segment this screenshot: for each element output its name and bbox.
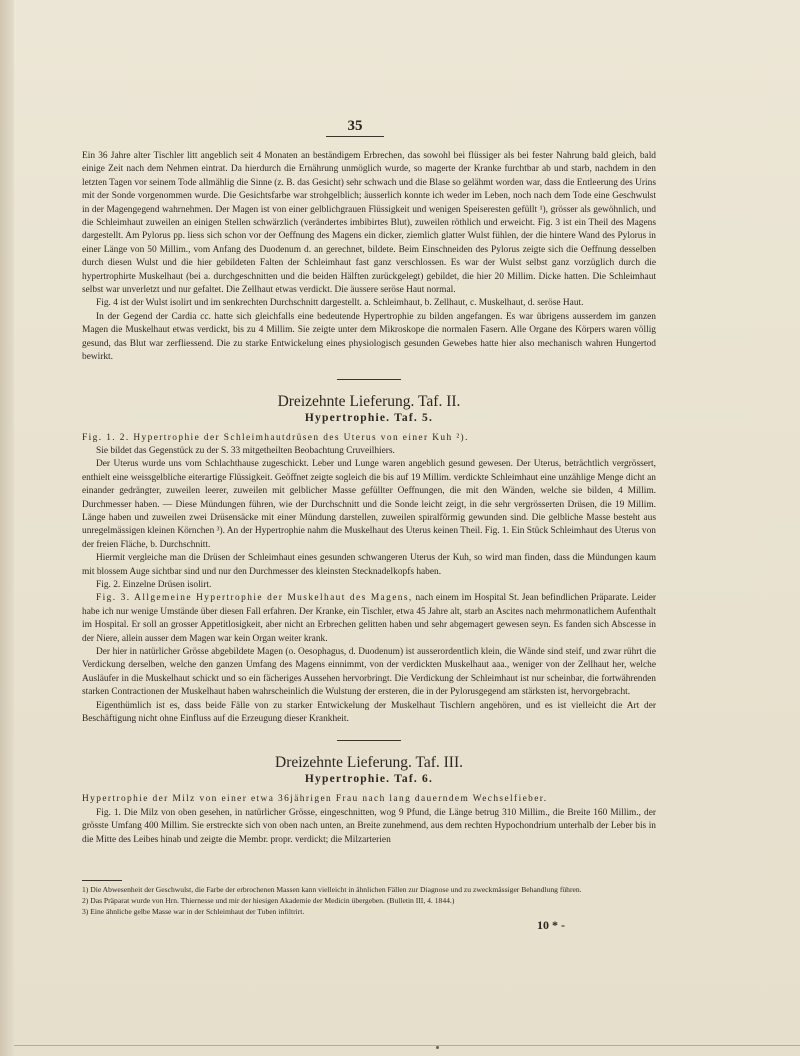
intro-paragraph-3: In der Gegend der Cardia cc. hatte sich gleichfalls eine bedeutende Hypertrophie zu bilden angefangen. Es war übrigens ausserdem im ganzen Magen die Muskelhaut etwas verdickt, bis zu 4 Millim. Sie zeigte unter dem Mikroskope die normalen Fasern. Alle Organe des Körpers waren völlig gesund, das Blut war zerfliessend. Die zu starke Entwickelung eines physiologisch gesunden Gewebes hatte hier also mechanisch wahren Hungertod bewirkt. — [82, 311, 656, 363]
footnotes — [82, 884, 656, 917]
section-heading-1: Dreizehnte Lieferung. Taf. II. — [277, 392, 461, 410]
section1-paragraph-1: Sie bildet das Gegenstück zu der S. 33 mitgetheilten Beobachtung Cruveilhiers. — [96, 445, 395, 456]
fig3-caption: Fig. 3. Allgemeine Hypertrophie der Muskelhaut des Magens, — [96, 593, 413, 604]
footnote-rule — [82, 880, 122, 881]
footnote-1: 1) Die Abwesenheit der Geschwulst, die Farbe der erbrochenen Massen kann vielleicht in ähnlichen Fällen zur Diagnose und zu zweckmässiger Behandlung führen. — [82, 885, 582, 894]
page-number: 35 — [347, 118, 363, 134]
section-subheading-2: Hypertrophie. Taf. 6. — [304, 773, 434, 786]
section1-paragraph-4: Fig. 2. Einzelne Drüsen isolirt. — [96, 579, 212, 590]
intro-paragraph-1: Ein 36 Jahre alter Tischler litt angeblich seit 4 Monaten an beständigem Erbrechen, das sowohl bei flüssiger als bei fester Nahrung bald gleich, bald einige Zeit nach dem Nehmen eintrat. Da hierdurch die Ernährung unmöglich wurde, so magerte der Kranke furchtbar ab und starb, nachdem in den letzten Tagen vor seinem Tode allmählig die Sinne (z. B. das Gesicht) sehr schwach und die Blase so gelähmt worden war, dass die Entleerung des Urins mit der Sonde vorgenommen wurde. Die Gesichtsfarbe war strohgelblich; äusserlich konnte ich weder im Leben, noch nach dem Tode eine Geschwulst in der Magengegend wahrnehmen. Der Magen ist von einer gelblichgrauen Flüssigkeit und wenigen Speiseresten gefüllt ¹), grösser als gewöhnlich, und die Schleimhaut zuweilen an einigen Stellen schwärzlich (verändertes imbibirtes Blut), zuweilen röthlich und erweicht. Fig. 3 ist ein Theil des Magens dargestellt. Am Pylorus pp. liess sich schon vor der Oeffnung des Magens ein dicker, ziemlich glatter Wulst fühlen, der die hintere Wand des Pylorus in einer Länge von 50 Millim., vom Anfang des Duodenum d. an gerechnet, bildete. Beim Einschneiden des Pylorus zeigte sich die Oeffnung desselben durch diesen Wulst und die hier gebildeten Falten der Schleimhaut fast ganz verschlossen. Es war der Wulst selbst ganz vorzüglich durch die hypertrophirte Muskelhaut (bei a. durchgeschnitten und die beiden Hälften zurückgelegt) gebildet, die hier 20 Millim. Dicke hatten. Die Schleimhaut selbst war unverletzt und nur gefaltet. Die Zellhaut etwas verdickt. Die äussere seröse Haut normal. — [82, 151, 656, 296]
section1-paragraph-7: Eigenthümlich ist es, dass beide Fälle von zu starker Entwickelung der Muskelhaut Tischlern angehören, und es ist vielleicht die Art der Beschäftigung nicht ohne Einfluss auf die Erzeugung dieser Krankheit. — [82, 700, 656, 725]
section1-paragraph-3: Hiermit vergleiche man die Drüsen der Schleimhaut eines gesunden schwangeren Uterus der Kuh, so wird man finden, dass die Mündungen kaum mit blossem Auge sichtbar sind und nur den Durchmesser des kleinsten Stecknadelkopfs haben. — [82, 553, 656, 577]
footnote-3: 3) Eine ähnliche gelbe Masse war in der Schleimhaut der Tuben infiltrirt. — [82, 907, 305, 916]
intro-paragraph-2: Fig. 4 ist der Wulst isolirt und im senkrechten Durchschnitt dargestellt. a. Schleimhaut, b. Zellhaut, c. Muskelhaut, d. seröse Haut. — [96, 298, 584, 309]
printer-signature: 10 * - — [537, 918, 565, 932]
section-divider — [337, 379, 401, 380]
fig-caption: Fig. 1. 2. Hypertrophie der Schleimhautdrüsen des Uterus von einer Kuh ²). — [82, 432, 469, 443]
section-heading-2: Dreizehnte Lieferung. Taf. III. — [275, 754, 463, 772]
scan-speck — [436, 1046, 439, 1049]
section1-paragraph-5 — [82, 592, 656, 646]
section2-paragraph: Fig. 1. Die Milz von oben gesehen, in natürlicher Grösse, eingeschnitten, wog 9 Pfund, die Länge betrug 310 Millim., die Breite 160 Millim., der grösste Umfang 400 Millim. Sie erstreckte sich von oben nach unten, an Breite zunehmend, aus dem rechten Hypochondrium unterhalb der Leber bis in die Mitte des Leibes hinab und zeigte die Membr. propr. verdickt; die Milzarterien — [82, 807, 656, 845]
section1-paragraph-6: Der hier in natürlicher Grösse abgebildete Magen (o. Oesophagus, d. Duodenum) ist ausserordentlich klein, die Wände sind steif, und zwar rührt die Verdickung derselben, welche den ganzen Umfang des Magens einnimmt, von der verdickten Muskelhaut aaa., weniger von der Zellhaut her, welche Ausläufer in die Muskelhaut schickt und so ein fächeriges Aussehen hervorbringt. Die Verdickung der Schleimhaut ist nur scheinbar, die fortwährenden starken Contractionen der Muskelhaut haben wahrscheinlich die Wulstung der ersteren, die in der Pylorusgegend am stärksten ist, hervorgebracht. — [82, 647, 656, 698]
footnote-2: 2) Das Präparat wurde von Hrn. Thiernesse und mir der hiesigen Akademie der Medicin übergeben. (Bulletin III, 4. 1844.) — [82, 896, 455, 905]
fig3-text: nach einem im Hospital St. Jean befindlichen Präparate. Leider habe ich nur wenige Umstände über diesen Fall erfahren. Der Kranke, ein Tischler, etwa 45 Jahre alt, starb an Ascites nach mehrmonatlichem Aufenthalt im Hospital. Er soll an grosser Appetitlosigkeit, aber nicht an Erbrechen gelitten haben und sehr abgemagert gewesen seyn. Es fanden sich Abscesse in der Niere, allein ausser dem Magen war kein Organ weiter krank. — [82, 593, 656, 644]
page-edge — [0, 0, 14, 1056]
body-text — [82, 150, 656, 847]
section-subheading-1: Hypertrophie. Taf. 5. — [304, 411, 434, 424]
section-divider — [337, 740, 401, 741]
page-number-rule — [326, 136, 384, 137]
section1-paragraph-2: Der Uterus wurde uns vom Schlachthause zugeschickt. Leber und Lunge waren angeblich gesund gewesen. Der Uterus, beträchtlich vergrössert, enthielt eine weissgelbliche eiterartige Flüssigkeit. Geöffnet zeigte sogleich die bis auf 19 Millim. verdickte Schleimhaut eine unzählige Menge dicht an einander gedrängter, zuweilen leerer, zuweilen mit gelblicher Masse gefüllter Oeffnungen, die mit den Wänden, welche sie bilden, 4 Millim. Durchmesser haben. — Diese Mündungen führen, wie der Durchschnitt und die Sonde leicht zeigt, in die sehr vergrösserten Drüsen, die 19 Millim. Länge haben und zuweilen zwei Drüsensäcke mit einer Mündung darstellen, zuweilen spiralförmig gewunden sind. Die gelbliche Masse besteht aus unregelmässigen kleinen Körnchen ³). An der Hypertrophie nahm die Muskelhaut des Uterus keinen Theil. Fig. 1. Ein Stück Schleimhaut des Uterus von der freien Fläche, b. Durchschnitt. — [82, 459, 656, 550]
section2-title: Hypertrophie der Milz von einer etwa 36jährigen Frau nach lang dauerndem Wechselfieber. — [82, 794, 548, 805]
page-bottom-edge — [14, 1045, 800, 1046]
